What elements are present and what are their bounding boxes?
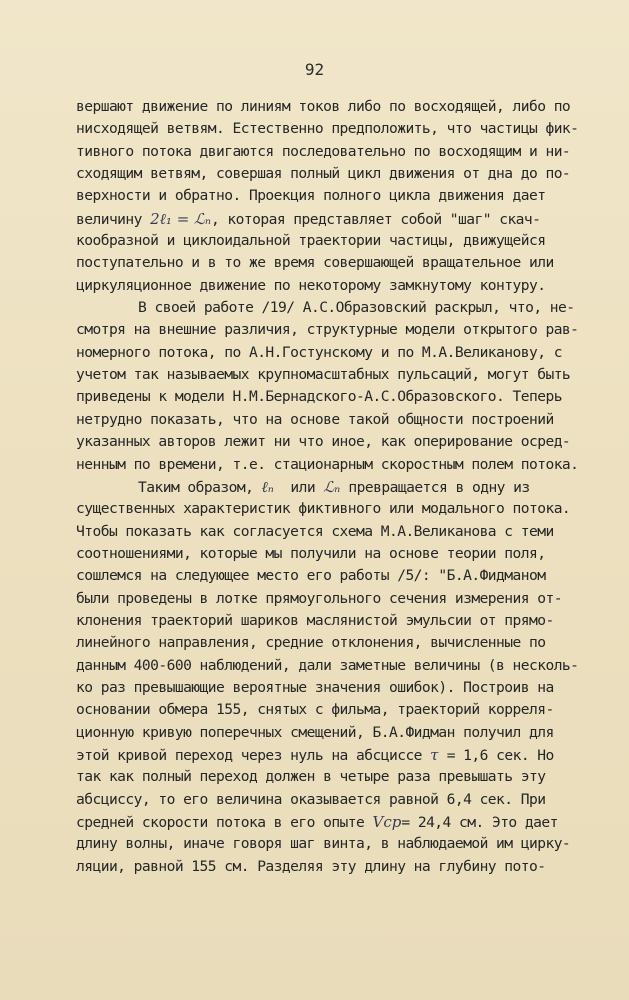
text-line: Таким образом, ℓₙ или ℒₙ превращается в одну из	[138, 477, 530, 496]
text-line: длину волны, иначе говоря шаг винта, в наблюдаемой им цирку-	[76, 835, 571, 853]
text-line: основании обмера 155, снятых с фильма, траекторий корреля-	[76, 701, 554, 719]
text-line: В своей работе /19/ А.С.Образовский раскрыл, что, не-	[138, 299, 575, 317]
text-line: средней скорости потока в его опыте Vср= 24,4 см. Это дает	[76, 813, 558, 831]
text-line: кообразной и циклоидальной траектории частицы, движущейся	[76, 232, 546, 250]
text-line: ляции, равной 155 см. Разделяя эту длину на глубину пото-	[76, 857, 546, 875]
text-line: существенных характеристик фиктивного или модального потока.	[76, 500, 571, 518]
text-line: циркуляционное движение по некоторому замкнутому контуру.	[76, 276, 546, 294]
text-line: ко раз превышающие вероятные значения ошибок). Построив на	[76, 678, 554, 696]
body-text	[76, 96, 616, 878]
text-line: номерного потока, по А.Н.Гостунскому и по М.А.Великанову, с	[76, 343, 562, 361]
text-line: были проведены в лотке прямоугольного сечения измерения от-	[76, 589, 562, 607]
text-line: поступательно и в то же время совершающей вращательное или	[76, 254, 554, 272]
text-line: указанных авторов лежит ни что иное, как оперирование осред-	[76, 433, 571, 451]
text-line: верхности и обратно. Проекция полного цикла движения дает	[76, 187, 546, 205]
text-line: данным 400-600 наблюдений, дали заметные величины (в несколь-	[76, 656, 579, 674]
text-line: Чтобы показать как согласуется схема М.А.Великанова с теми	[76, 522, 554, 540]
text-line: приведены к модели Н.М.Бернадского-А.С.Образовского. Теперь	[76, 388, 562, 406]
handwritten-formula: ℓₙ	[261, 477, 274, 496]
text-line: этой кривой переход через нуль на абсциссе τ = 1,6 сек. Но	[76, 745, 554, 764]
text-line: нетрудно показать, что на основе такой общности построений	[76, 410, 554, 428]
handwritten-formula: 2ℓ₁ = ℒₙ	[150, 209, 211, 228]
text-line: вершают движение по линиям токов либо по восходящей, либо по	[76, 98, 571, 115]
text-line: абсциссу, то его величина оказывается равной 6,4 сек. При	[76, 790, 546, 808]
text-line: соотношениями, которые мы получили на основе теории поля,	[76, 544, 546, 562]
text-line: так как полный переход должен в четыре раза превышать эту	[76, 768, 546, 786]
text-line: смотря на внешние различия, структурные модели открытого рав-	[76, 321, 579, 339]
text-line: ционную кривую поперечных смещений, Б.А.Фидман получил для	[76, 723, 554, 741]
text-line: ненным по времени, т.е. стационарным скоростным полем потока.	[76, 455, 579, 473]
text-line: сошлемся на следующее место его работы /5/: "Б.А.Фидманом	[76, 567, 546, 585]
text-line: величину 2ℓ₁ = ℒₙ, которая представляет собой "шаг" скач-	[76, 209, 541, 228]
text-line: учетом так называемых крупномасштабных пульсаций, могут быть	[76, 366, 571, 384]
page-number: 92	[304, 60, 325, 79]
handwritten-formula: ℒₙ	[323, 477, 341, 496]
text-line: тивного потока двигаются последовательно по восходящим и ни-	[76, 142, 571, 160]
text-line: нисходящей ветвям. Естественно предположить, что частицы фик-	[76, 120, 579, 138]
handwritten-formula: τ	[430, 745, 439, 764]
handwritten-formula: Vср	[372, 813, 402, 831]
text-line: сходящим ветвям, совершая полный цикл движения от дна до по-	[76, 165, 571, 183]
text-line: клонения траекторий шариков маслянистой эмульсии от прямо-	[76, 611, 554, 629]
text-line: линейного направления, средние отклонения, вычисленные по	[76, 634, 546, 652]
